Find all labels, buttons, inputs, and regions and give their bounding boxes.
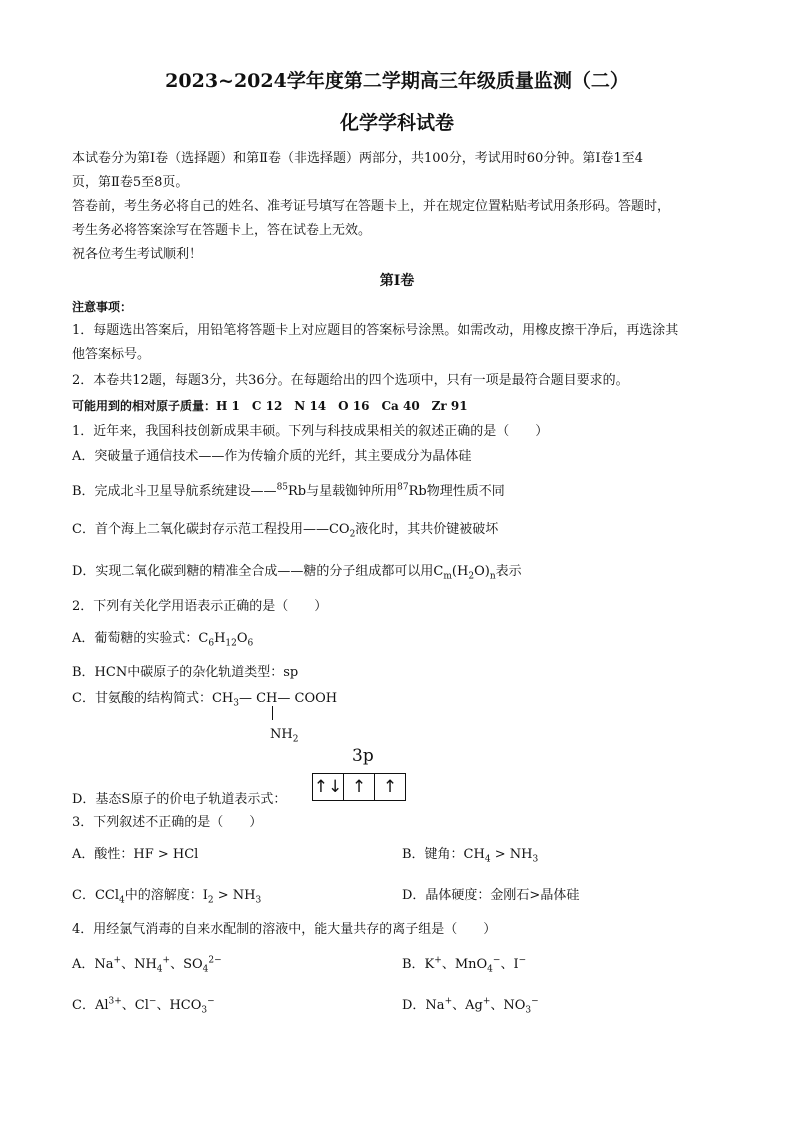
intro-line: 考生务必将答案涂写在答题卡上，答在试卷上无效。 — [72, 223, 372, 238]
question-4-stem: 4．用经氯气消毒的自来水配制的溶液中，能大量共存的离子组是（ ） — [72, 922, 497, 937]
orbital-label: 3p — [352, 746, 374, 766]
structure-amine: $NH_2$ — [270, 727, 299, 745]
note-line: 2．本卷共12题，每题3分，共36分。在每题给出的四个选项中，只有一项是最符合题目要求的。 — [72, 373, 629, 388]
intro-line: 答卷前，考生务必将自己的姓名、准考证号填写在答题卡上，并在规定位置粘贴考试用条形码。答题时， — [72, 199, 671, 214]
question-4-option-d: D．Na+、Ag+、$NO_3^-$ — [402, 996, 539, 1016]
orbital-box: ↑ — [382, 777, 398, 797]
section-heading: 第Ⅰ卷 — [379, 273, 415, 289]
question-3-option-c: C．CCl$_4$中的溶解度：$I_2 > NH_3$ — [72, 888, 262, 906]
question-1-option-d: D．实现二氧化碳到糖的精准全合成——糖的分子组成都可以用$C_m(H_2O)_n$表示 — [72, 564, 522, 582]
note-line: 他答案标号。 — [72, 347, 151, 362]
structure-bond — [272, 706, 273, 720]
question-2-option-d: D．基态S原子的价电子轨道表示式： — [72, 792, 287, 807]
question-4-option-c: C．$Al^{3+}$、Cl−、$HCO_3^-$ — [72, 996, 215, 1016]
question-4-option-a: A．Na+、$NH_4^+$、$SO_4^{2-}$ — [72, 955, 222, 975]
exam-title: 2023~2024学年度第二学期高三年级质量监测（二） — [165, 70, 629, 92]
question-4-option-b: B．K+、MnO$_4$−、I− — [402, 955, 527, 975]
intro-line: 页，第Ⅱ卷5至8页。 — [72, 175, 189, 190]
note-line: 1．每题选出答案后，用铅笔将答题卡上对应题目的答案标号涂黑。如需改动，用橡皮擦干净后，再选涂其 — [72, 323, 679, 338]
question-3-stem: 3．下列叙述不正确的是（ ） — [72, 815, 263, 830]
orbital-box: ↑ — [344, 774, 375, 800]
atomic-masses: 可能用到的相对原子质量：H 1 C 12 N 14 O 16 Ca 40 Zr 91 — [72, 399, 468, 413]
question-1-stem: 1．近年来，我国科技创新成果丰硕。下列与科技成果相关的叙述正确的是（ ） — [72, 424, 549, 439]
intro-line: 祝各位考生考试顺利！ — [72, 247, 203, 262]
question-3-option-b: B．键角：$CH_4 > NH_3$ — [402, 847, 539, 865]
orbital-diagram — [312, 773, 406, 801]
question-3-option-a: A．酸性：HF > HCl — [72, 847, 199, 862]
question-2-option-a: A．葡萄糖的实验式：$C_6H_{12}O_6$ — [72, 631, 254, 649]
question-1-option-a: A．突破量子通信技术——作为传输介质的光纤，其主要成分为晶体硅 — [72, 449, 472, 464]
question-2-option-b: B．HCN中碳原子的杂化轨道类型：sp — [72, 665, 299, 680]
notes-title: 注意事项： — [72, 300, 133, 314]
question-2-stem: 2．下列有关化学用语表示正确的是（ ） — [72, 599, 328, 614]
orbital-box: ↑↓ — [313, 774, 344, 800]
question-1-option-b: B．完成北斗卫星导航系统建设——$^{85}$Rb与星载铷钟所用$^{87}$Rb物理性质不同 — [72, 482, 505, 499]
question-1-option-c: C．首个海上二氧化碳封存示范工程投用$——CO_2$液化时，其共价键被破坏 — [72, 522, 499, 540]
intro-line: 本试卷分为第Ⅰ卷（选择题）和第Ⅱ卷（非选择题）两部分，共100分，考试用时60分钟。第Ⅰ卷1至4 — [72, 151, 644, 166]
exam-subtitle: 化学学科试卷 — [339, 112, 454, 134]
question-2-option-c: C．甘氨酸的结构简式：$CH_3—$ CH— COOH — [72, 691, 338, 709]
question-3-option-d: D．晶体硬度：金刚石>晶体硅 — [402, 888, 580, 903]
